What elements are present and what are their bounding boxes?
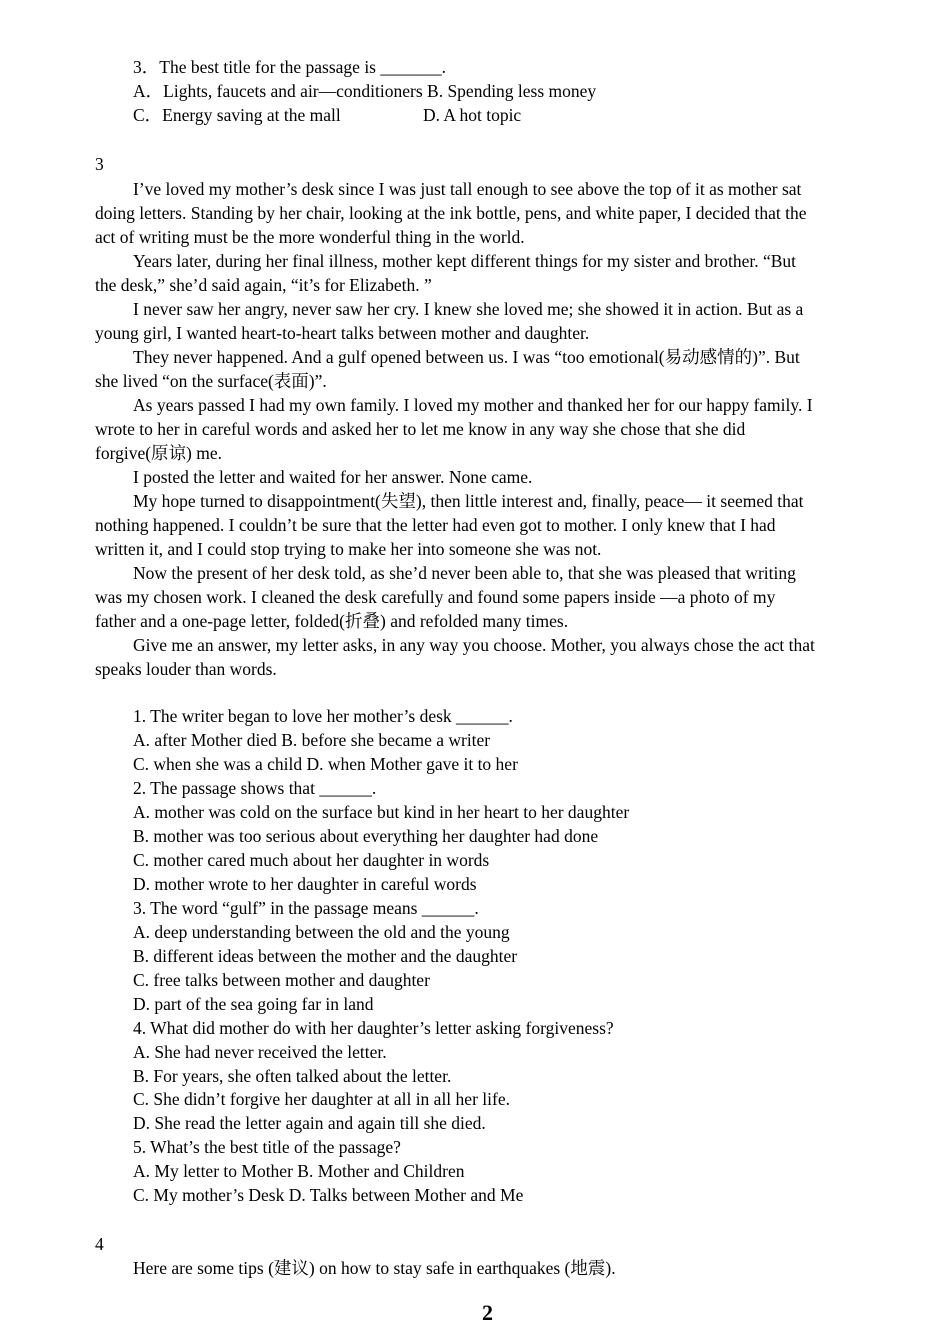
question-line: A. She had never received the letter. — [133, 1042, 387, 1062]
question-line: C. free talks between mother and daughter — [133, 970, 430, 990]
prev-question-options-ab: A．Lights, faucets and air—conditioners B. Spending less money — [133, 81, 597, 101]
passage-line: the desk,” she’d said again, “it’s for Elizabeth. ” — [95, 275, 432, 295]
question-line: D. mother wrote to her daughter in careful words — [133, 874, 477, 894]
section-number: 3 — [95, 154, 104, 174]
question-line: A. mother was cold on the surface but kind in her heart to her daughter — [133, 802, 630, 822]
question-line: 4. What did mother do with her daughter’s letter asking forgiveness? — [133, 1018, 614, 1038]
passage-line: As years passed I had my own family. I loved my mother and thanked her for our happy family. I — [133, 395, 813, 415]
question-line: A. after Mother died B. before she became a writer — [133, 730, 491, 750]
passage-line: Years later, during her final illness, mother kept different things for my sister and brother. “But — [133, 251, 797, 271]
question-line: B. different ideas between the mother and the daughter — [133, 946, 518, 966]
section-intro: Here are some tips (建议) on how to stay safe in earthquakes (地震). — [133, 1258, 616, 1278]
question-line: 1. The writer began to love her mother’s desk ______. — [133, 706, 513, 726]
passage-line: doing letters. Standing by her chair, looking at the ink bottle, pens, and white paper, I decided that the — [95, 203, 807, 223]
passage-line: Now the present of her desk told, as she’d never been able to, that she was pleased that writing — [133, 563, 796, 583]
passage-line: I never saw her angry, never saw her cry. I knew she loved me; she showed it in action. But as a — [133, 299, 804, 319]
question-line: B. mother was too serious about everything her daughter had done — [133, 826, 599, 846]
passage-line: young girl, I wanted heart-to-heart talks between mother and daughter. — [95, 323, 590, 343]
passage-line: forgive(原谅) me. — [95, 443, 223, 463]
question-line: D. part of the sea going far in land — [133, 994, 374, 1014]
prev-question-option-d: D. A hot topic — [423, 105, 522, 125]
passage-line: speaks louder than words. — [95, 659, 277, 679]
question-line: C. mother cared much about her daughter in words — [133, 850, 490, 870]
question-line: A. deep understanding between the old and the young — [133, 922, 510, 942]
prev-question-option-c: C．Energy saving at the mall — [133, 105, 341, 125]
passage-line: Give me an answer, my letter asks, in any way you choose. Mother, you always chose the act that — [133, 635, 815, 655]
passage-line: was my chosen work. I cleaned the desk carefully and found some papers inside —a photo of my — [95, 587, 776, 607]
question-line: C. My mother’s Desk D. Talks between Mother and Me — [133, 1185, 524, 1205]
question-line: B. For years, she often talked about the letter. — [133, 1066, 452, 1086]
question-line: 3. The word “gulf” in the passage means ______. — [133, 898, 479, 918]
section-number: 4 — [95, 1234, 104, 1254]
prev-question-text: 3．The best title for the passage is _______. — [133, 57, 446, 77]
page-number: 2 — [482, 1300, 493, 1325]
question-line: C. She didn’t forgive her daughter at all in all her life. — [133, 1089, 510, 1109]
question-line: C. when she was a child D. when Mother gave it to her — [133, 754, 518, 774]
passage-line: wrote to her in careful words and asked her to let me know in any way she chose that she did — [95, 419, 746, 439]
question-line: 2. The passage shows that ______. — [133, 778, 377, 798]
passage-line: My hope turned to disappointment(失望), then little interest and, finally, peace— it seemed that — [133, 491, 804, 511]
passage-line: written it, and I could stop trying to make her into someone she was not. — [95, 539, 602, 559]
passage-line: They never happened. And a gulf opened between us. I was “too emotional(易动感情的)”. But — [133, 347, 800, 367]
question-line: D. She read the letter again and again till she died. — [133, 1113, 486, 1133]
passage-line: father and a one-page letter, folded(折叠) and refolded many times. — [95, 611, 569, 631]
passage-line: I posted the letter and waited for her answer. None came. — [133, 467, 533, 487]
question-line: A. My letter to Mother B. Mother and Children — [133, 1161, 465, 1181]
question-line: 5. What’s the best title of the passage? — [133, 1137, 401, 1157]
passage-line: act of writing must be the more wonderful thing in the world. — [95, 227, 525, 247]
passage-line: I’ve loved my mother’s desk since I was just tall enough to see above the top of it as mother sat — [133, 179, 802, 199]
passage-line: she lived “on the surface(表面)”. — [95, 371, 327, 391]
passage-line: nothing happened. I couldn’t be sure that the letter had even got to mother. I only knew that I had — [95, 515, 776, 535]
